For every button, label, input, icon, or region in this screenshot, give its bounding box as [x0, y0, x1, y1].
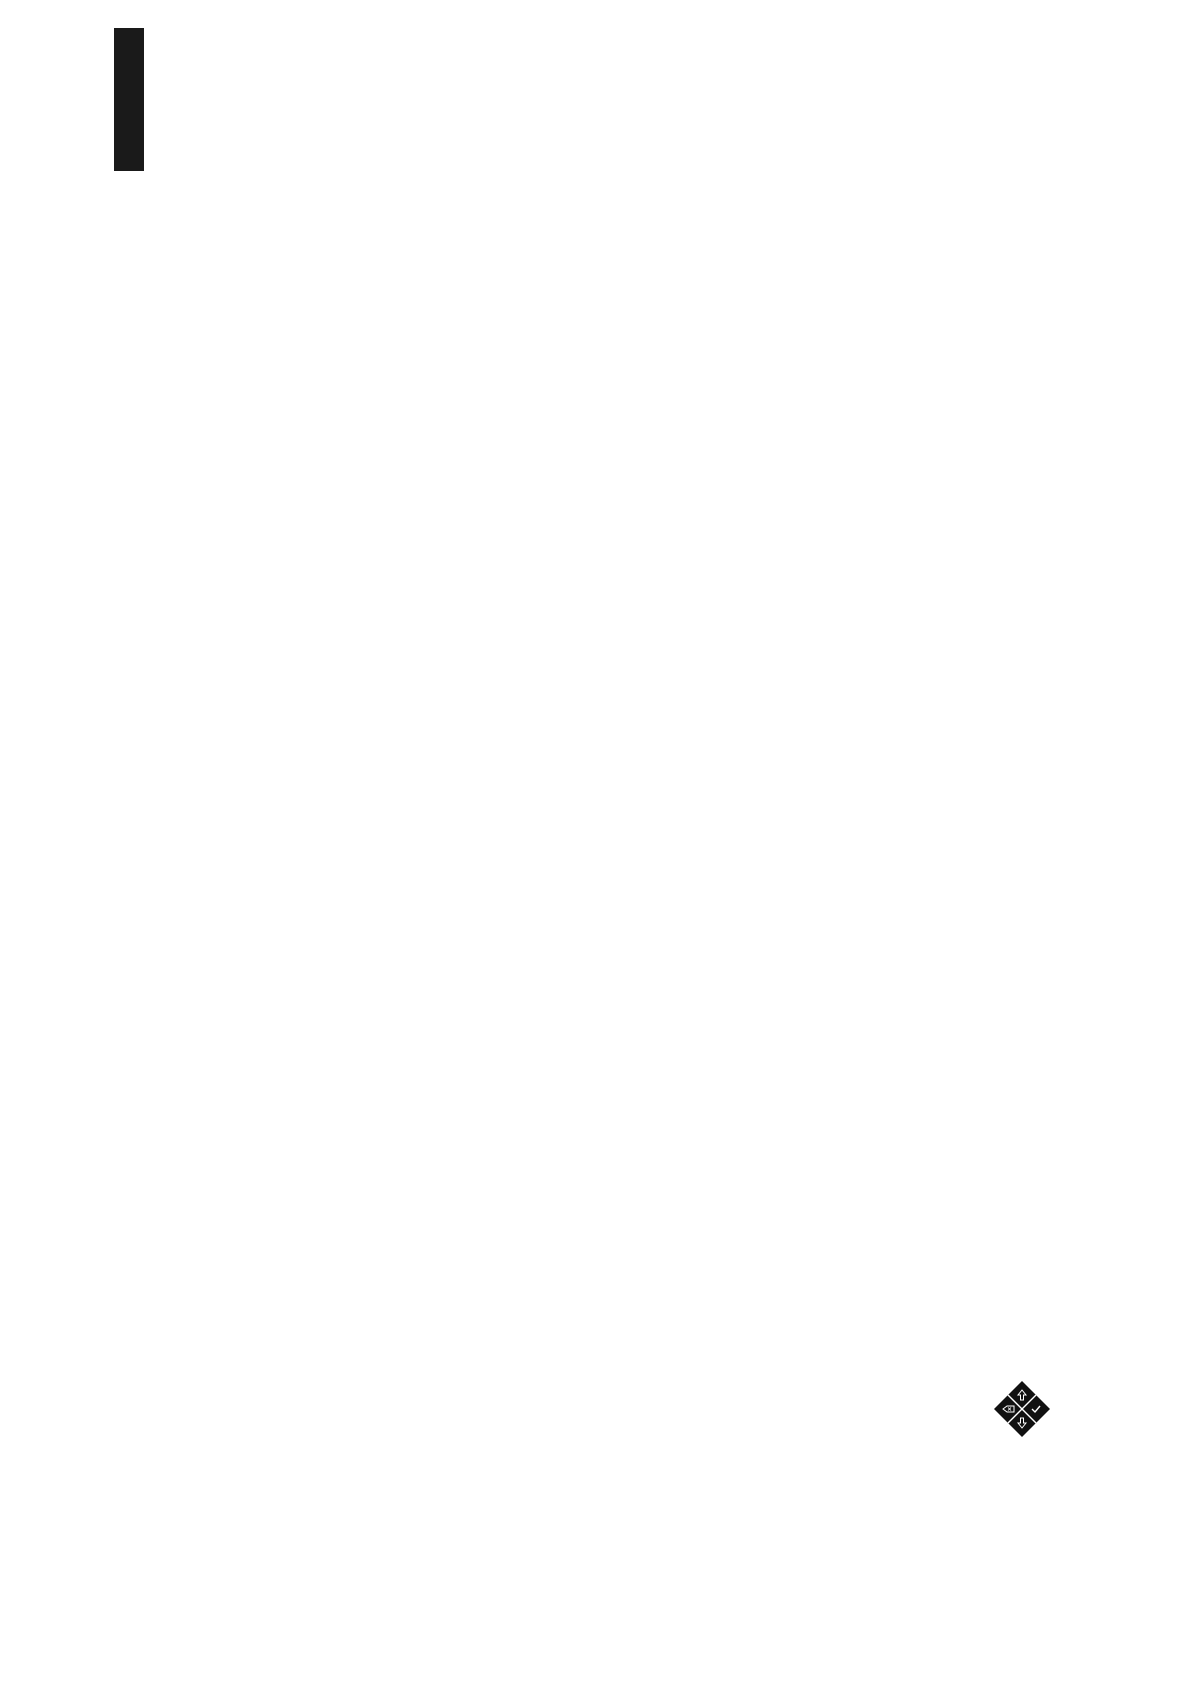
navigation-pad-icon	[993, 1380, 1051, 1438]
